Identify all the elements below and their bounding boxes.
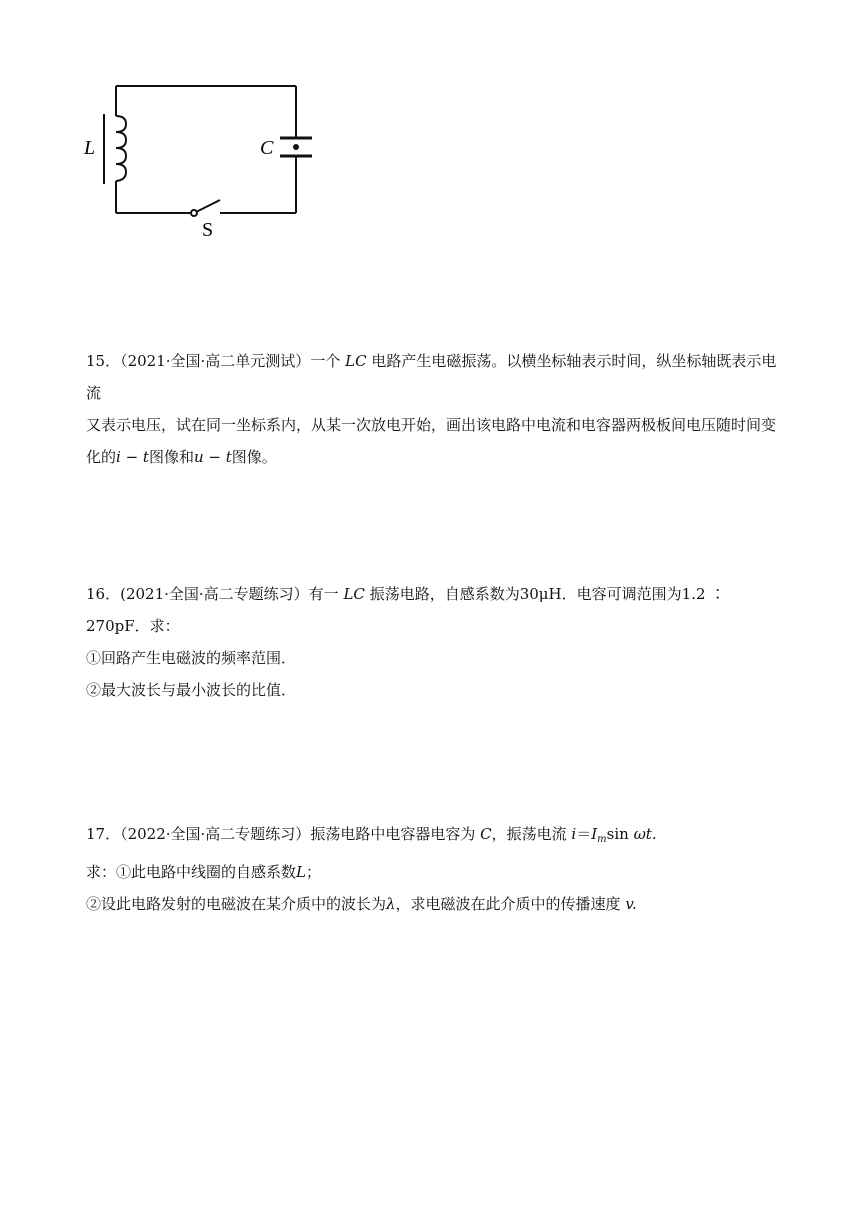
q16-text: 振荡电路，自感系数为 <box>369 585 520 603</box>
q16-item-2: ②最大波长与最小波长的比值． <box>86 681 297 699</box>
inductor-coil <box>104 114 126 184</box>
q17-number: 17． <box>86 825 121 843</box>
capacitor-dot <box>293 144 299 150</box>
q15-number: 15． <box>86 352 121 370</box>
q16-line1 <box>86 578 786 642</box>
question-16 <box>86 578 786 706</box>
q17-text: ②设此电路发射的电磁波在某介质中的波长为 <box>86 895 387 913</box>
q15-u-t-graph: u − t <box>193 448 232 466</box>
q15-text: 图像和 <box>148 448 194 466</box>
q17-amplitude: I <box>591 825 598 843</box>
switch <box>191 200 220 216</box>
q17-line1 <box>86 818 786 856</box>
q16-source: (2021·全国·高二专题练习） <box>120 585 309 603</box>
q16-range: 1.2 ∶ 270pF <box>86 585 726 635</box>
q16-number: 16． <box>86 585 121 603</box>
q15-text: 一个 <box>310 352 341 370</box>
q17-text: 求：①此电路中线圈的自感系数 <box>86 863 297 881</box>
question-15 <box>86 345 786 473</box>
q15-text: 电路产生电磁振荡。以横坐标轴表示时间，纵坐标轴既表示电流 <box>86 352 777 402</box>
q16-lc: LC <box>343 585 365 603</box>
q16-text: ．求： <box>134 617 180 635</box>
q15-line1 <box>86 345 786 409</box>
q17-text: 振荡电路中电容器电容为 <box>310 825 476 843</box>
q17-inductance: L <box>296 863 306 881</box>
q16-item-1: ①回路产生电磁波的频率范围． <box>86 649 297 667</box>
q17-text: ； <box>305 863 321 881</box>
q17-sin: sin <box>606 825 629 843</box>
q15-line3 <box>86 441 786 473</box>
q17-velocity: v. <box>625 895 637 913</box>
q17-source: （2022·全国·高二专题练习） <box>120 825 311 843</box>
q16-inductance: 30μH <box>519 585 562 603</box>
q16-text: ．电容可调范围为 <box>561 585 682 603</box>
q17-capacitance: C <box>480 825 492 843</box>
q17-line3 <box>86 888 786 920</box>
q16-text: 有一 <box>308 585 339 603</box>
q15-i-t-graph: i − t <box>116 448 149 466</box>
lc-circuit-diagram <box>80 76 320 246</box>
q17-omega-t: ωt. <box>633 825 657 843</box>
switch-label: S <box>202 219 214 241</box>
q17-line2 <box>86 856 786 888</box>
q17-text: ，求电磁波在此介质中的传播速度 <box>395 895 621 913</box>
q15-lc: LC <box>345 352 367 370</box>
q15-line2: 又表示电压，试在同一坐标系内，从某一次放电开始，画出该电路中电流和电容器两极板间电压随时间变 <box>86 416 777 434</box>
inductor-label: L <box>84 137 96 159</box>
q17-current: i <box>571 825 577 843</box>
question-17 <box>86 818 786 920</box>
q15-text: 化的 <box>86 448 117 466</box>
q15-source: （2021·全国·高二单元测试） <box>120 352 311 370</box>
capacitor-label: C <box>260 137 274 159</box>
q17-wavelength: λ <box>386 895 396 913</box>
q15-text: 图像。 <box>231 448 277 466</box>
q17-subscript: m <box>597 834 607 845</box>
q17-text: ，振荡电流 <box>491 825 567 843</box>
q17-equals: ＝ <box>576 825 592 843</box>
